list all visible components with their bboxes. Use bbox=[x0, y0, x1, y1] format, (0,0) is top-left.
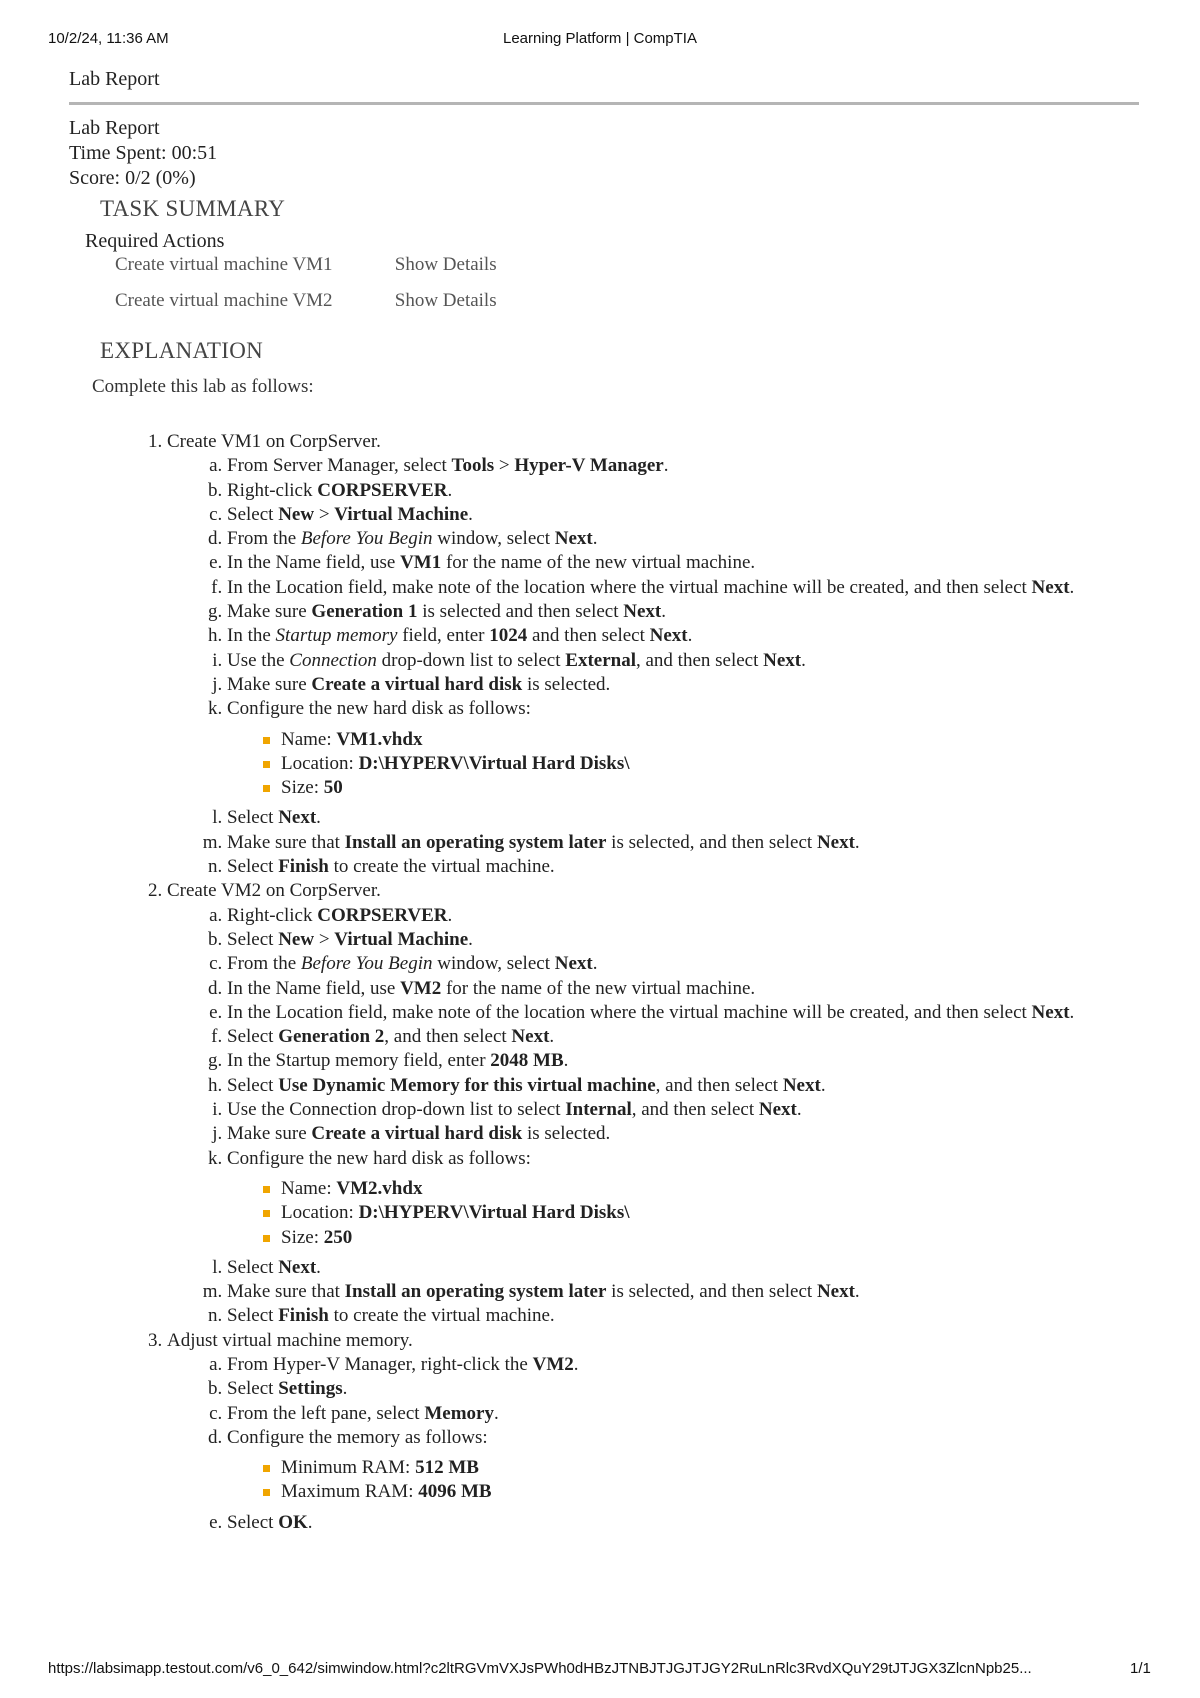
step-text: Maximum RAM: bbox=[281, 1481, 419, 1503]
step-text: Select bbox=[227, 1378, 279, 1400]
step-text: is selected. bbox=[522, 1123, 611, 1145]
emphasis-bold: Create a virtual hard disk bbox=[311, 673, 523, 695]
step-text: From the bbox=[227, 528, 301, 550]
step-text: . bbox=[592, 528, 598, 550]
step-text: Size: bbox=[281, 777, 324, 799]
emphasis-bold: Internal bbox=[565, 1099, 632, 1121]
step-text: Right-click bbox=[227, 904, 318, 926]
emphasis-bold: VM2 bbox=[532, 1353, 574, 1375]
step-text: . bbox=[316, 807, 321, 829]
emphasis-bold: Create a virtual hard disk bbox=[311, 1123, 523, 1145]
step-text: In the Name field, use bbox=[227, 977, 401, 999]
substep-item bbox=[227, 673, 1125, 697]
emphasis-bold: Next bbox=[649, 625, 688, 647]
step-text: Make sure that bbox=[227, 1281, 345, 1303]
step-text: . bbox=[854, 1281, 860, 1303]
substep-item bbox=[227, 977, 1125, 1001]
step-text: is selected, and then select bbox=[606, 831, 817, 853]
substep-list bbox=[167, 904, 1125, 1329]
step-text: > bbox=[314, 928, 335, 950]
report-heading: Lab Report bbox=[69, 117, 160, 139]
step-text: . bbox=[687, 625, 693, 647]
step-text: In the bbox=[227, 625, 276, 647]
score: Score: 0/2 (0%) bbox=[69, 167, 196, 189]
bullet-item bbox=[281, 1456, 1125, 1480]
substep-item bbox=[227, 1074, 1125, 1098]
task-summary-heading: TASK SUMMARY bbox=[100, 196, 286, 221]
emphasis-bold: CORPSERVER bbox=[317, 479, 448, 501]
substep-item bbox=[227, 1280, 1125, 1304]
bullet-item bbox=[281, 1226, 1125, 1250]
emphasis-bold: 250 bbox=[323, 1226, 353, 1248]
emphasis-bold: Next bbox=[816, 1281, 855, 1303]
step-text: to create the virtual machine. bbox=[328, 856, 555, 878]
emphasis-bold: Next bbox=[782, 1074, 821, 1096]
step-text: window, select bbox=[432, 528, 555, 550]
emphasis-bold: Memory bbox=[424, 1402, 494, 1424]
step-text: is selected. bbox=[522, 673, 611, 695]
step-text: From Server Manager, select bbox=[227, 455, 452, 477]
explanation-intro: Complete this lab as follows: bbox=[92, 376, 314, 397]
step-text: Name: bbox=[281, 1177, 337, 1199]
step-text: Use the bbox=[227, 649, 290, 671]
step-item bbox=[167, 430, 1125, 879]
bullet-list bbox=[227, 1177, 1125, 1250]
bullet-item bbox=[281, 752, 1125, 776]
emphasis-bold: 1024 bbox=[489, 625, 528, 647]
step-text: . bbox=[820, 1074, 826, 1096]
step-text: , and then select bbox=[655, 1074, 783, 1096]
bullet-item bbox=[281, 1201, 1125, 1225]
step-text: is selected, and then select bbox=[606, 1281, 817, 1303]
substep-item bbox=[227, 1147, 1125, 1250]
substep-item bbox=[227, 1001, 1125, 1025]
print-page-number: 1/1 bbox=[1130, 1660, 1151, 1677]
bullet-list bbox=[227, 1456, 1125, 1505]
step-text: Location: bbox=[281, 752, 359, 774]
emphasis-bold: Install an operating system later bbox=[344, 1281, 607, 1303]
substep-item bbox=[227, 649, 1125, 673]
bullet-item bbox=[281, 1480, 1125, 1504]
substep-item bbox=[227, 600, 1125, 624]
step-text: In the Startup memory field, enter bbox=[227, 1050, 491, 1072]
bullet-item bbox=[281, 1177, 1125, 1201]
step-text: Right-click bbox=[227, 479, 318, 501]
substep-item bbox=[227, 1304, 1125, 1328]
substep-item bbox=[227, 1426, 1125, 1505]
step-text: Select bbox=[227, 1026, 279, 1048]
emphasis-bold: New bbox=[278, 503, 315, 525]
title-divider bbox=[69, 102, 1139, 105]
substep-item bbox=[227, 551, 1125, 575]
emphasis-bold: D:\HYPERV\Virtual Hard Disks\ bbox=[358, 1202, 630, 1224]
step-text: Select bbox=[227, 1256, 279, 1278]
step-title: Adjust virtual machine memory. bbox=[167, 1329, 413, 1351]
step-text: and then select bbox=[527, 625, 650, 647]
emphasis-bold: Next bbox=[758, 1099, 797, 1121]
step-text: Select bbox=[227, 928, 279, 950]
emphasis-bold: Next bbox=[623, 601, 662, 623]
emphasis-bold: Next bbox=[1031, 576, 1070, 598]
step-text: . bbox=[796, 1099, 802, 1121]
substep-item bbox=[227, 454, 1125, 478]
substep-item bbox=[227, 831, 1125, 855]
print-url: https://labsimapp.testout.com/v6_0_642/simwindow.html?c2ltRGVmVXJsPWh0dHBzJTNBJTJGJTJGY2RuLnRlc3RvdXQuY29tJTJGX3ZlcnNpb25... bbox=[48, 1660, 1032, 1677]
step-text: In the Location field, make note of the location where the virtual machine will be created, and then select bbox=[227, 576, 1032, 598]
show-details-link[interactable]: Show Details bbox=[394, 290, 497, 311]
emphasis-italic: Before You Begin bbox=[300, 953, 433, 975]
substep-item bbox=[227, 928, 1125, 952]
emphasis-bold: VM1 bbox=[400, 552, 442, 574]
substep-item bbox=[227, 527, 1125, 551]
step-text: Select bbox=[227, 807, 279, 829]
step-text: Select bbox=[227, 1074, 279, 1096]
step-text: Minimum RAM: bbox=[281, 1457, 416, 1479]
emphasis-bold: Finish bbox=[278, 856, 329, 878]
emphasis-bold: Next bbox=[554, 528, 593, 550]
step-text: Name: bbox=[281, 728, 337, 750]
emphasis-bold: New bbox=[278, 928, 315, 950]
emphasis-bold: Next bbox=[1031, 1001, 1070, 1023]
action-row-vm1 bbox=[115, 254, 497, 276]
substep-item bbox=[227, 1353, 1125, 1377]
step-text: . bbox=[661, 601, 666, 623]
substep-item bbox=[227, 952, 1125, 976]
report-meta bbox=[69, 116, 217, 191]
emphasis-bold: VM2 bbox=[400, 977, 442, 999]
substep-item bbox=[227, 624, 1125, 648]
step-text: . bbox=[493, 1402, 499, 1424]
emphasis-bold: VM2.vhdx bbox=[336, 1177, 423, 1199]
step-text: Select bbox=[227, 856, 279, 878]
step-text: Make sure bbox=[227, 1123, 312, 1145]
step-text: . bbox=[1069, 576, 1075, 598]
step-text: In the Location field, make note of the location where the virtual machine will be created, and then select bbox=[227, 1001, 1032, 1023]
step-text: . bbox=[468, 928, 473, 950]
emphasis-bold: VM1.vhdx bbox=[336, 728, 423, 750]
emphasis-bold: Tools bbox=[451, 455, 495, 477]
step-text: From the left pane, select bbox=[227, 1402, 425, 1424]
emphasis-bold: Next bbox=[511, 1026, 550, 1048]
bullet-item bbox=[281, 776, 1125, 800]
step-text: drop-down list to select bbox=[376, 649, 566, 671]
emphasis-bold: 50 bbox=[323, 777, 343, 799]
action-label: Create virtual machine VM2 bbox=[115, 290, 333, 311]
step-text: field, enter bbox=[397, 625, 490, 647]
step-text: Configure the new hard disk as follows: bbox=[227, 698, 531, 720]
print-page-title: Learning Platform | CompTIA bbox=[503, 30, 697, 47]
step-text: Size: bbox=[281, 1226, 324, 1248]
step-text: , and then select bbox=[635, 649, 764, 671]
emphasis-bold: External bbox=[565, 649, 636, 671]
step-text: is selected and then select bbox=[417, 601, 624, 623]
step-text: . bbox=[1069, 1001, 1075, 1023]
explanation-heading: EXPLANATION bbox=[100, 338, 264, 363]
emphasis-bold: Use Dynamic Memory for this virtual machine bbox=[278, 1074, 656, 1096]
substep-item bbox=[227, 503, 1125, 527]
emphasis-bold: Generation 2 bbox=[278, 1026, 385, 1048]
action-label: Create virtual machine VM1 bbox=[115, 254, 333, 275]
step-item bbox=[167, 1329, 1125, 1535]
emphasis-bold: Settings bbox=[278, 1378, 343, 1400]
print-datetime: 10/2/24, 11:36 AM bbox=[48, 30, 169, 47]
step-text: for the name of the new virtual machine. bbox=[441, 552, 756, 574]
step-text: . bbox=[447, 479, 453, 501]
substep-list bbox=[167, 454, 1125, 879]
substep-item bbox=[227, 576, 1125, 600]
emphasis-bold: Finish bbox=[278, 1305, 329, 1327]
step-text: From the bbox=[227, 953, 301, 975]
substep-item bbox=[227, 1377, 1125, 1401]
emphasis-italic: Before You Begin bbox=[300, 528, 433, 550]
emphasis-bold: Next bbox=[554, 953, 593, 975]
step-text: Make sure bbox=[227, 673, 312, 695]
step-text: , and then select bbox=[631, 1099, 759, 1121]
step-text: , and then select bbox=[384, 1026, 512, 1048]
emphasis-bold: Hyper-V Manager bbox=[514, 455, 664, 477]
emphasis-bold: 4096 MB bbox=[418, 1481, 492, 1503]
emphasis-bold: Generation 1 bbox=[311, 601, 418, 623]
step-text: From Hyper-V Manager, right-click the bbox=[227, 1353, 533, 1375]
emphasis-bold: Next bbox=[278, 807, 317, 829]
bullet-list bbox=[227, 728, 1125, 801]
substep-list bbox=[167, 1353, 1125, 1535]
emphasis-italic: Startup memory bbox=[275, 625, 398, 647]
substep-item bbox=[227, 904, 1125, 928]
emphasis-bold: OK bbox=[278, 1511, 308, 1533]
step-title: Create VM1 on CorpServer. bbox=[167, 431, 381, 452]
step-text: window, select bbox=[432, 953, 555, 975]
step-title: Create VM2 on CorpServer. bbox=[167, 880, 381, 902]
emphasis-italic: Connection bbox=[289, 649, 377, 671]
steps-list bbox=[145, 430, 1125, 1535]
time-spent: Time Spent: 00:51 bbox=[69, 142, 218, 164]
substep-item bbox=[227, 697, 1125, 800]
substep-item bbox=[227, 1402, 1125, 1426]
step-text: Select bbox=[227, 503, 279, 525]
step-text: . bbox=[563, 1050, 569, 1072]
emphasis-bold: Next bbox=[816, 831, 855, 853]
substep-item bbox=[227, 1511, 1125, 1535]
step-text: . bbox=[342, 1378, 348, 1400]
step-text: . bbox=[447, 904, 453, 926]
emphasis-bold: D:\HYPERV\Virtual Hard Disks\ bbox=[358, 752, 630, 774]
step-text: Use the Connection drop-down list to select bbox=[227, 1099, 566, 1121]
step-text: Select bbox=[227, 1511, 279, 1533]
substep-item bbox=[227, 1256, 1125, 1280]
step-text: In the Name field, use bbox=[227, 552, 401, 574]
document-title: Lab Report bbox=[69, 68, 160, 90]
step-text: > bbox=[494, 455, 515, 477]
step-text: Configure the new hard disk as follows: bbox=[227, 1147, 531, 1169]
show-details-link[interactable]: Show Details bbox=[394, 254, 497, 275]
substep-item bbox=[227, 479, 1125, 503]
step-text: for the name of the new virtual machine. bbox=[441, 977, 756, 999]
substep-item bbox=[227, 806, 1125, 830]
required-actions-heading: Required Actions bbox=[85, 230, 225, 252]
emphasis-bold: Virtual Machine bbox=[334, 503, 469, 525]
substep-item bbox=[227, 1122, 1125, 1146]
step-text: Location: bbox=[281, 1202, 359, 1224]
emphasis-bold: Virtual Machine bbox=[334, 928, 469, 950]
substep-item bbox=[227, 1049, 1125, 1073]
step-text: . bbox=[316, 1256, 321, 1278]
step-text: . bbox=[801, 649, 806, 671]
step-text: to create the virtual machine. bbox=[328, 1305, 555, 1327]
step-text: . bbox=[573, 1353, 579, 1375]
step-text: Select bbox=[227, 1305, 279, 1327]
step-text: . bbox=[549, 1026, 555, 1048]
step-list bbox=[145, 430, 1125, 1535]
emphasis-bold: Next bbox=[763, 649, 802, 671]
substep-item bbox=[227, 1025, 1125, 1049]
step-text: > bbox=[314, 503, 335, 525]
step-text: . bbox=[663, 455, 669, 477]
step-text: . bbox=[592, 953, 598, 975]
substep-item bbox=[227, 855, 1125, 879]
action-row-vm2 bbox=[115, 290, 497, 312]
substep-item bbox=[227, 1098, 1125, 1122]
emphasis-bold: 2048 MB bbox=[490, 1050, 564, 1072]
step-text: . bbox=[468, 503, 473, 525]
emphasis-bold: 512 MB bbox=[415, 1457, 479, 1479]
step-text: Make sure that bbox=[227, 831, 345, 853]
step-text: Configure the memory as follows: bbox=[227, 1426, 488, 1448]
step-text: . bbox=[307, 1511, 313, 1533]
emphasis-bold: CORPSERVER bbox=[317, 904, 448, 926]
step-text: . bbox=[854, 831, 860, 853]
step-item bbox=[167, 879, 1125, 1328]
step-text: Make sure bbox=[227, 601, 312, 623]
emphasis-bold: Install an operating system later bbox=[344, 831, 607, 853]
bullet-item bbox=[281, 728, 1125, 752]
emphasis-bold: Next bbox=[278, 1256, 317, 1278]
